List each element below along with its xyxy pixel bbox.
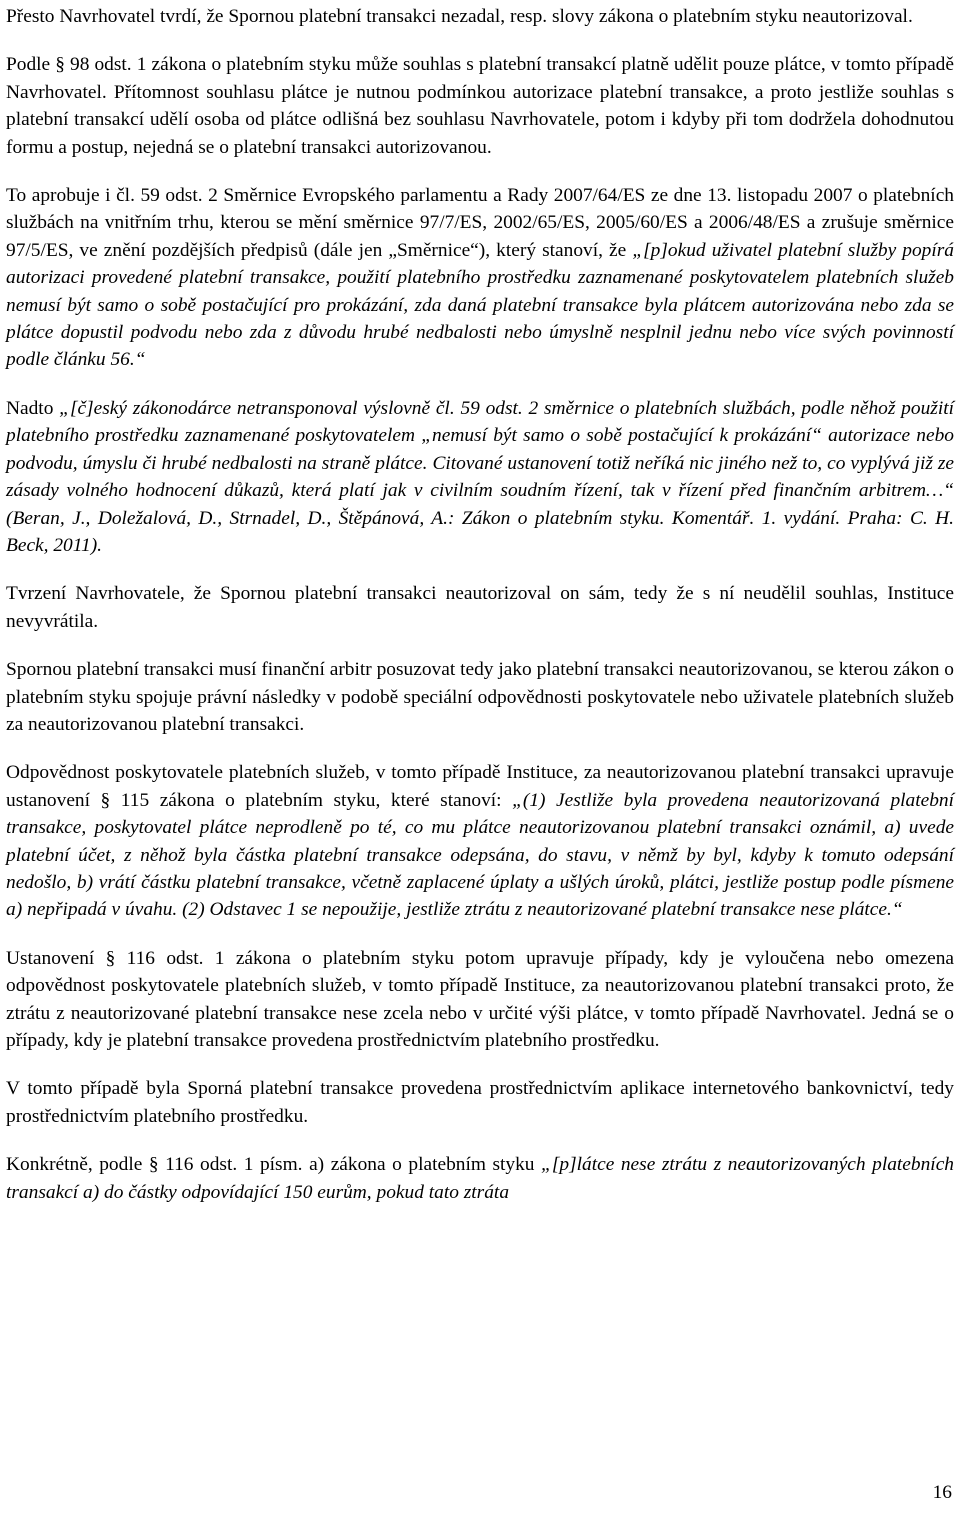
quoted-statute-text: „[p]látce nese ztrátu z neautorizovaných platebních transakcí a) do částky odpovídající 150 eurům, pokud tato ztráta bbox=[6, 1154, 954, 1203]
paragraph-7 bbox=[6, 759, 954, 923]
document-page bbox=[6, 3, 954, 1206]
paragraph-1 bbox=[6, 3, 954, 30]
page-number: 16 bbox=[932, 1482, 952, 1503]
paragraph-2 bbox=[6, 51, 954, 161]
paragraph-3 bbox=[6, 182, 954, 374]
paragraph-text: Spornou platební transakci musí finanční arbitr posuzovat tedy jako platební transakci neautorizovanou, se kterou zákon o platebním styku spojuje právní následky v podobě speciální odpovědnosti poskytovatele nebo uživatele platebních služeb za neautorizovanou platební transakci. bbox=[6, 659, 954, 735]
paragraph-text: To aprobuje i čl. 59 odst. 2 Směrnice Evropského parlamentu a Rady 2007/64/ES ze dne 13. listopadu 2007 o platebních službách na vnitřním trhu, kterou se mění směrnice 97/7/ES, 2002/65/ES, 2005/60/ES a 2006/48/ES a zrušuje směrnice 97/5/ES, ve znění pozdějších předpisů (dále jen „Směrnice“), který stanoví, že bbox=[6, 185, 954, 261]
paragraph-text: Nadto bbox=[6, 397, 60, 419]
paragraph-text: V tomto případě byla Sporná platební transakce provedena prostřednictvím aplikace internetového bankovnictví, tedy prostřednictvím platebního prostředku. bbox=[6, 1078, 954, 1127]
quoted-statute-text: „(1) Jestliže byla provedena neautorizovaná platební transakce, poskytovatel plátce neprodleně po té, co mu plátce neautorizovanou platební transakci oznámil, a) uvede platební účet, z něhož byla částka platební transakce odepsána, do stavu, v němž by byl, kdyby k tomuto odepsání nedošlo, b) vrátí částku platební transakce, včetně zaplacené úplaty a ušlých úroků, plátci, jestliže postup podle písmene a) nepřipadá v úvahu. (2) Odstavec 1 se nepoužije, jestliže ztrátu z neautorizované platební transakce nese plátce.“ bbox=[6, 789, 955, 921]
paragraph-6 bbox=[6, 656, 954, 738]
quoted-commentary-text: „[č]eský zákonodárce netransponoval výslovně čl. 59 odst. 2 směrnice o platebních službách, podle něhož použití platebního prostředku zaznamenané poskytovatelem „nemusí být samo o sobě postačující k prokázání“ autorizace nebo podvodu, úmyslu či hrubé nedbalosti na straně plátce. Citované ustanovení totiž neříká nic jiného než to, co vyplývá již ze zásady volného hodnocení důkazů, která platí jak v civilním soudním řízení, tak v řízení před finančním arbitrem…“ (Beran, J., Doležalová, D., Strnadel, D., Štěpánová, A.: Zákon o platebním styku. Komentář. 1. vydání. Praha: C. H. Beck, 2011). bbox=[6, 397, 954, 556]
paragraph-8 bbox=[6, 945, 954, 1055]
paragraph-text: Ustanovení § 116 odst. 1 zákona o platebním styku potom upravuje případy, kdy je vyloučena nebo omezena odpovědnost poskytovatele platebních služeb, v tomto případě Instituce, za neautorizovanou platební transakci proto, že ztrátu z neautorizované platební transakce nese zcela nebo v určité výši plátce, v tomto případě Navrhovatel. Jedná se o případy, kdy je platební transakce provedena prostřednictvím platebního prostředku. bbox=[6, 947, 954, 1051]
paragraph-5 bbox=[6, 580, 954, 635]
paragraph-9 bbox=[6, 1075, 954, 1130]
paragraph-text: Odpovědnost poskytovatele platebních služeb, v tomto případě Instituce, za neautorizovanou platební transakci upravuje ustanovení § 115 zákona o platebním styku, které stanoví: bbox=[6, 762, 954, 811]
paragraph-10 bbox=[6, 1151, 954, 1206]
paragraph-text: Konkrétně, podle § 116 odst. 1 písm. a) zákona o platebním styku bbox=[6, 1154, 542, 1176]
paragraph-text: Přesto Navrhovatel tvrdí, že Spornou platební transakci nezadal, resp. slovy zákona o platebním styku neautorizoval. bbox=[6, 6, 913, 27]
paragraph-text: Tvrzení Navrhovatele, že Spornou platební transakci neautorizoval on sám, tedy že s ní neudělil souhlas, Instituce nevyvrátila. bbox=[6, 583, 954, 632]
paragraph-text: Podle § 98 odst. 1 zákona o platebním styku může souhlas s platební transakcí platně udělit pouze plátce, v tomto případě Navrhovatel. Přítomnost souhlasu plátce je nutnou podmínkou autorizace platební transakce, a proto jestliže souhlas s platební transakcí udělí osoba od plátce odlišná bez souhlasu Navrhovatele, potom i kdyby při tom dodržela dohodnutou formu a postup, nejedná se o platební transakci autorizovanou. bbox=[6, 54, 954, 158]
paragraph-4 bbox=[6, 395, 954, 559]
quoted-directive-text: „[p]okud uživatel platební služby popírá autorizaci provedené platební transakce, použití platebního prostředku zaznamenané poskytovatelem platebních služeb nemusí být samo o sobě postačující pro prokázání, zda daná platební transakce byla plátcem autorizována nebo zda se plátce dopustil podvodu nebo zda z důvodu hrubé nedbalosti nebo úmyslně nesplnil jednu nebo více svých povinností podle článku 56.“ bbox=[6, 239, 954, 371]
